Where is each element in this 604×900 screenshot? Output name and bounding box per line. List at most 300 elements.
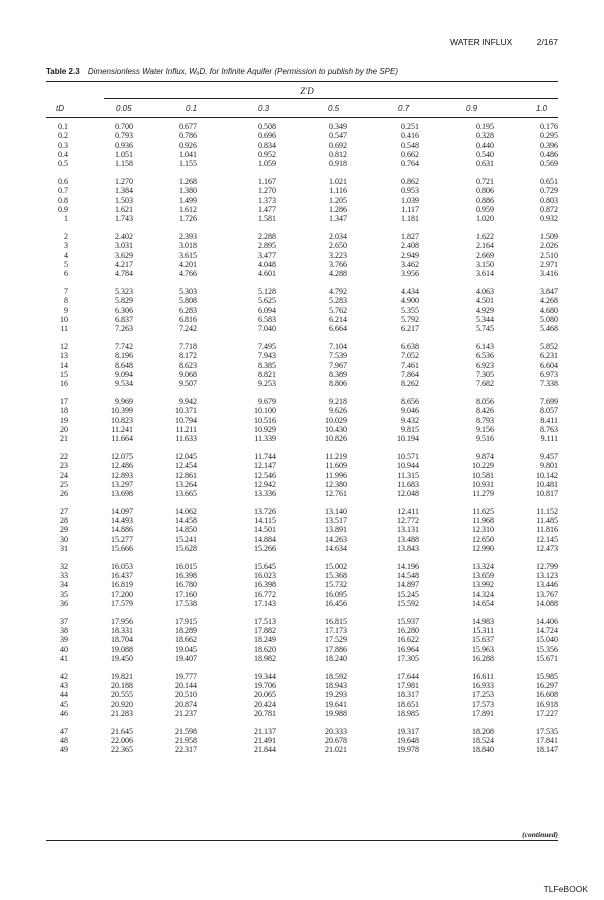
value-cell: 8.763	[540, 424, 558, 434]
td-cell: 46	[60, 709, 68, 719]
table-row	[46, 342, 558, 351]
value-cell: 16.437	[111, 571, 133, 581]
td-cell: 0.9	[58, 204, 68, 214]
value-cell: 11.241	[111, 424, 133, 434]
value-cell: 3.477	[258, 250, 276, 260]
value-cell: 7.495	[258, 341, 276, 351]
value-cell: 14.983	[472, 616, 494, 626]
value-cell: 10.931	[472, 479, 494, 489]
footer-text: TLFeBOOK	[543, 884, 588, 894]
table-row	[46, 232, 558, 241]
value-cell: 13.123	[536, 571, 558, 581]
table-caption-text: Dimensionless Water Influx, WₐD, for Infinite Aquifer (Permission to publish by the SPE)	[87, 67, 398, 76]
value-cell: 12.075	[111, 451, 133, 461]
value-cell: 1.581	[258, 214, 276, 224]
value-cell: 17.143	[254, 599, 276, 609]
td-cell: 36	[60, 599, 68, 609]
column-header: tD	[56, 104, 64, 113]
value-cell: 11.625	[472, 506, 494, 516]
value-cell: 12.473	[536, 544, 558, 554]
table-row	[46, 645, 558, 654]
value-cell: 17.535	[536, 726, 558, 736]
value-cell: 12.799	[536, 561, 558, 571]
value-cell: 12.761	[325, 489, 347, 499]
value-cell: 9.156	[476, 424, 494, 434]
value-cell: 17.513	[254, 616, 276, 626]
value-cell: 19.821	[111, 671, 133, 681]
value-cell: 2.949	[401, 250, 419, 260]
value-cell: 11.996	[325, 470, 347, 480]
value-cell: 11.152	[536, 506, 558, 516]
value-cell: 21.491	[254, 736, 276, 746]
td-cell: 2	[64, 231, 68, 241]
value-cell: 1.347	[329, 214, 347, 224]
value-cell: 7.943	[258, 351, 276, 361]
value-cell: 14.548	[397, 571, 419, 581]
value-cell: 20.781	[254, 709, 276, 719]
table-row	[46, 507, 558, 516]
td-cell: 28	[60, 516, 68, 526]
value-cell: 0.953	[401, 186, 419, 196]
value-cell: 18.985	[397, 709, 419, 719]
value-cell: 5.323	[115, 286, 133, 296]
td-cell: 1	[64, 214, 68, 224]
value-cell: 2.164	[476, 241, 494, 251]
value-cell: 20.874	[175, 699, 197, 709]
value-cell: 11.664	[111, 434, 133, 444]
table-row	[46, 580, 558, 589]
value-cell: 16.023	[254, 571, 276, 581]
td-cell: 48	[60, 736, 68, 746]
value-cell: 4.766	[179, 269, 197, 279]
value-cell: 4.680	[540, 305, 558, 315]
value-cell: 8.806	[329, 379, 347, 389]
table-row	[46, 571, 558, 580]
value-cell: 7.305	[476, 369, 494, 379]
column-header: 0.05	[116, 104, 132, 113]
value-cell: 15.356	[536, 644, 558, 654]
table-row	[46, 306, 558, 315]
value-cell: 1.158	[115, 159, 133, 169]
value-cell: 15.368	[325, 571, 347, 581]
td-cell: 5	[64, 259, 68, 269]
value-cell: 6.536	[476, 351, 494, 361]
value-cell: 2.669	[476, 250, 494, 260]
value-cell: 2.034	[329, 231, 347, 241]
value-cell: 16.015	[175, 561, 197, 571]
value-cell: 20.188	[111, 681, 133, 691]
value-cell: 6.604	[540, 360, 558, 370]
value-cell: 19.088	[111, 644, 133, 654]
td-cell: 42	[60, 671, 68, 681]
value-cell: 9.942	[179, 396, 197, 406]
value-cell: 9.457	[540, 451, 558, 461]
value-cell: 4.434	[401, 286, 419, 296]
value-cell: 1.373	[258, 195, 276, 205]
value-cell: 5.762	[329, 305, 347, 315]
td-cell: 37	[60, 616, 68, 626]
value-cell: 12.893	[111, 470, 133, 480]
value-cell: 19.978	[397, 745, 419, 755]
value-cell: 17.529	[325, 635, 347, 645]
value-cell: 14.088	[536, 599, 558, 609]
value-cell: 18.331	[111, 626, 133, 636]
value-cell: 12.380	[325, 479, 347, 489]
value-cell: 0.764	[401, 159, 419, 169]
value-cell: 20.920	[111, 699, 133, 709]
value-cell: 0.486	[540, 149, 558, 159]
value-cell: 7.104	[329, 341, 347, 351]
value-cell: 18.317	[397, 690, 419, 700]
value-cell: 6.306	[115, 305, 133, 315]
value-cell: 9.626	[329, 406, 347, 416]
value-cell: 0.569	[540, 159, 558, 169]
value-cell: 16.053	[111, 561, 133, 571]
value-cell: 13.446	[536, 580, 558, 590]
value-cell: 13.297	[111, 479, 133, 489]
table-row	[46, 544, 558, 553]
value-cell: 18.840	[472, 745, 494, 755]
value-cell: 5.080	[540, 314, 558, 324]
value-cell: 0.548	[401, 140, 419, 150]
td-cell: 44	[60, 690, 68, 700]
value-cell: 7.539	[329, 351, 347, 361]
table-row	[46, 150, 558, 159]
value-cell: 14.324	[472, 589, 494, 599]
value-cell: 0.862	[401, 176, 419, 186]
value-cell: 0.692	[329, 140, 347, 150]
value-cell: 12.772	[397, 516, 419, 526]
value-cell: 15.040	[536, 635, 558, 645]
value-cell: 6.283	[179, 305, 197, 315]
value-cell: 16.398	[254, 580, 276, 590]
value-cell: 2.650	[329, 241, 347, 251]
value-cell: 0.176	[540, 122, 558, 131]
value-cell: 8.648	[115, 360, 133, 370]
value-cell: 0.786	[179, 131, 197, 141]
table-row	[46, 287, 558, 296]
table-row	[46, 626, 558, 635]
td-cell: 41	[60, 654, 68, 664]
table-row	[46, 379, 558, 388]
table-row	[46, 690, 558, 699]
value-cell: 3.615	[179, 250, 197, 260]
value-cell: 6.143	[476, 341, 494, 351]
value-cell: 10.399	[111, 406, 133, 416]
value-cell: 10.481	[536, 479, 558, 489]
value-cell: 7.742	[115, 341, 133, 351]
value-cell: 0.700	[115, 122, 133, 131]
value-cell: 5.625	[258, 296, 276, 306]
table-row	[46, 296, 558, 305]
value-cell: 6.094	[258, 305, 276, 315]
value-cell: 12.045	[175, 451, 197, 461]
value-cell: 17.956	[111, 616, 133, 626]
value-cell: 11.279	[472, 489, 494, 499]
td-cell: 4	[64, 250, 68, 260]
value-cell: 12.147	[254, 461, 276, 471]
value-cell: 10.826	[325, 434, 347, 444]
table-row	[46, 324, 558, 333]
value-cell: 18.982	[254, 654, 276, 664]
value-cell: 9.068	[179, 369, 197, 379]
value-cell: 20.065	[254, 690, 276, 700]
zd-rule	[104, 98, 558, 99]
value-cell: 8.411	[540, 415, 558, 425]
value-cell: 2.971	[540, 259, 558, 269]
value-cell: 14.263	[325, 534, 347, 544]
value-cell: 15.985	[536, 671, 558, 681]
table-row	[46, 315, 558, 324]
value-cell: 3.956	[401, 269, 419, 279]
value-cell: 1.621	[115, 204, 133, 214]
value-cell: 19.777	[175, 671, 197, 681]
td-cell: 0.8	[58, 195, 68, 205]
td-cell: 0.1	[58, 122, 68, 131]
value-cell: 10.430	[325, 424, 347, 434]
value-cell: 11.339	[254, 434, 276, 444]
td-cell: 18	[60, 406, 68, 416]
running-header-title: WATER INFLUX	[450, 37, 513, 47]
table-row	[46, 196, 558, 205]
value-cell: 13.131	[397, 525, 419, 535]
value-cell: 0.721	[476, 176, 494, 186]
value-cell: 0.793	[115, 131, 133, 141]
value-cell: 3.416	[540, 269, 558, 279]
value-cell: 7.718	[179, 341, 197, 351]
table-row	[46, 727, 558, 736]
value-cell: 8.656	[401, 396, 419, 406]
value-cell: 9.874	[476, 451, 494, 461]
value-cell: 19.641	[325, 699, 347, 709]
value-cell: 12.454	[175, 461, 197, 471]
column-header: 0.5	[328, 104, 340, 113]
value-cell: 7.242	[179, 324, 197, 334]
value-cell: 16.398	[175, 571, 197, 581]
td-cell: 17	[60, 396, 68, 406]
value-cell: 4.268	[540, 296, 558, 306]
value-cell: 18.704	[111, 635, 133, 645]
value-cell: 15.637	[472, 635, 494, 645]
value-cell: 11.315	[397, 470, 419, 480]
table-row	[46, 122, 558, 131]
value-cell: 12.861	[175, 470, 197, 480]
table-row	[46, 736, 558, 745]
table-row	[46, 351, 558, 360]
value-cell: 6.923	[476, 360, 494, 370]
value-cell: 0.872	[540, 204, 558, 214]
value-cell: 9.218	[329, 396, 347, 406]
value-cell: 1.499	[179, 195, 197, 205]
td-cell: 30	[60, 534, 68, 544]
value-cell: 16.918	[536, 699, 558, 709]
value-cell: 14.062	[175, 506, 197, 516]
value-cell: 13.891	[325, 525, 347, 535]
value-cell: 0.803	[540, 195, 558, 205]
value-cell: 14.884	[254, 534, 276, 544]
td-cell: 0.4	[58, 149, 68, 159]
value-cell: 1.270	[115, 176, 133, 186]
value-cell: 14.886	[111, 525, 133, 535]
value-cell: 1.051	[115, 149, 133, 159]
td-cell: 47	[60, 726, 68, 736]
value-cell: 1.270	[258, 186, 276, 196]
table-row	[46, 406, 558, 415]
value-cell: 7.263	[115, 324, 133, 334]
table-row	[46, 700, 558, 709]
value-cell: 10.823	[111, 415, 133, 425]
td-cell: 35	[60, 589, 68, 599]
value-cell: 13.324	[472, 561, 494, 571]
value-cell: 0.416	[401, 131, 419, 141]
value-cell: 1.020	[476, 214, 494, 224]
value-cell: 16.964	[397, 644, 419, 654]
value-cell: 16.456	[325, 599, 347, 609]
td-cell: 14	[60, 360, 68, 370]
value-cell: 12.048	[397, 489, 419, 499]
value-cell: 1.116	[329, 186, 347, 196]
value-cell: 14.115	[254, 516, 276, 526]
value-cell: 6.231	[540, 351, 558, 361]
value-cell: 17.200	[111, 589, 133, 599]
value-cell: 19.648	[397, 736, 419, 746]
value-cell: 20.144	[175, 681, 197, 691]
td-cell: 33	[60, 571, 68, 581]
value-cell: 8.793	[476, 415, 494, 425]
value-cell: 13.140	[325, 506, 347, 516]
value-cell: 0.886	[476, 195, 494, 205]
value-cell: 13.698	[111, 489, 133, 499]
value-cell: 1.286	[329, 204, 347, 214]
value-cell: 9.507	[179, 379, 197, 389]
value-cell: 1.743	[115, 214, 133, 224]
table-row	[46, 654, 558, 663]
top-rule	[46, 81, 558, 82]
td-cell: 0.5	[58, 159, 68, 169]
value-cell: 1.181	[401, 214, 419, 224]
table-row	[46, 370, 558, 379]
td-cell: 6	[64, 269, 68, 279]
table-row	[46, 480, 558, 489]
value-cell: 5.344	[476, 314, 494, 324]
table-row	[46, 186, 558, 195]
value-cell: 6.664	[329, 324, 347, 334]
value-cell: 7.338	[540, 379, 558, 389]
value-cell: 19.706	[254, 681, 276, 691]
td-cell: 38	[60, 626, 68, 636]
td-cell: 43	[60, 681, 68, 691]
value-cell: 16.280	[397, 626, 419, 636]
value-cell: 12.990	[472, 544, 494, 554]
value-cell: 1.117	[401, 204, 419, 214]
header-rule	[46, 117, 558, 118]
value-cell: 17.886	[325, 644, 347, 654]
td-cell: 34	[60, 580, 68, 590]
value-cell: 19.317	[397, 726, 419, 736]
value-cell: 15.241	[175, 534, 197, 544]
table-row	[46, 599, 558, 608]
value-cell: 6.973	[540, 369, 558, 379]
value-cell: 0.959	[476, 204, 494, 214]
value-cell: 0.195	[476, 122, 494, 131]
value-cell: 0.349	[329, 122, 347, 131]
value-cell: 9.253	[258, 379, 276, 389]
table-row	[46, 205, 558, 214]
value-cell: 2.288	[258, 231, 276, 241]
value-cell: 4.217	[115, 259, 133, 269]
table-row	[46, 131, 558, 140]
td-cell: 20	[60, 424, 68, 434]
value-cell: 13.659	[472, 571, 494, 581]
value-cell: 13.264	[175, 479, 197, 489]
value-cell: 8.196	[115, 351, 133, 361]
value-cell: 15.937	[397, 616, 419, 626]
value-cell: 14.634	[325, 544, 347, 554]
value-cell: 5.303	[179, 286, 197, 296]
value-cell: 3.018	[179, 241, 197, 251]
table-row	[46, 535, 558, 544]
value-cell: 21.137	[254, 726, 276, 736]
value-cell: 0.677	[179, 122, 197, 131]
value-cell: 8.426	[476, 406, 494, 416]
value-cell: 4.201	[179, 259, 197, 269]
value-cell: 10.581	[472, 470, 494, 480]
value-cell: 0.932	[540, 214, 558, 224]
td-cell: 24	[60, 470, 68, 480]
value-cell: 19.045	[175, 644, 197, 654]
value-cell: 18.662	[175, 635, 197, 645]
value-cell: 0.834	[258, 140, 276, 150]
value-cell: 10.371	[175, 406, 197, 416]
value-cell: 18.289	[175, 626, 197, 636]
value-cell: 0.662	[401, 149, 419, 159]
column-header-row	[46, 104, 558, 116]
value-cell: 17.981	[397, 681, 419, 691]
value-cell: 12.145	[536, 534, 558, 544]
value-cell: 22.317	[175, 745, 197, 755]
value-cell: 15.963	[472, 644, 494, 654]
value-cell: 18.651	[397, 699, 419, 709]
value-cell: 1.021	[329, 176, 347, 186]
value-cell: 8.057	[540, 406, 558, 416]
value-cell: 17.644	[397, 671, 419, 681]
value-cell: 11.485	[536, 516, 558, 526]
value-cell: 3.223	[329, 250, 347, 260]
td-cell: 39	[60, 635, 68, 645]
value-cell: 0.396	[540, 140, 558, 150]
column-header: 1.0	[536, 104, 548, 113]
value-cell: 9.679	[258, 396, 276, 406]
value-cell: 3.629	[115, 250, 133, 260]
td-cell: 15	[60, 369, 68, 379]
value-cell: 21.844	[254, 745, 276, 755]
value-cell: 21.598	[175, 726, 197, 736]
value-cell: 13.992	[472, 580, 494, 590]
value-cell: 10.817	[536, 489, 558, 499]
value-cell: 1.205	[329, 195, 347, 205]
value-cell: 17.160	[175, 589, 197, 599]
table-row	[46, 489, 558, 498]
value-cell: 11.633	[175, 434, 197, 444]
value-cell: 20.555	[111, 690, 133, 700]
value-cell: 20.424	[254, 699, 276, 709]
column-header: 0.9	[466, 104, 478, 113]
value-cell: 9.969	[115, 396, 133, 406]
value-cell: 15.266	[254, 544, 276, 554]
value-cell: 8.172	[179, 351, 197, 361]
td-cell: 27	[60, 506, 68, 516]
table-row	[46, 361, 558, 370]
